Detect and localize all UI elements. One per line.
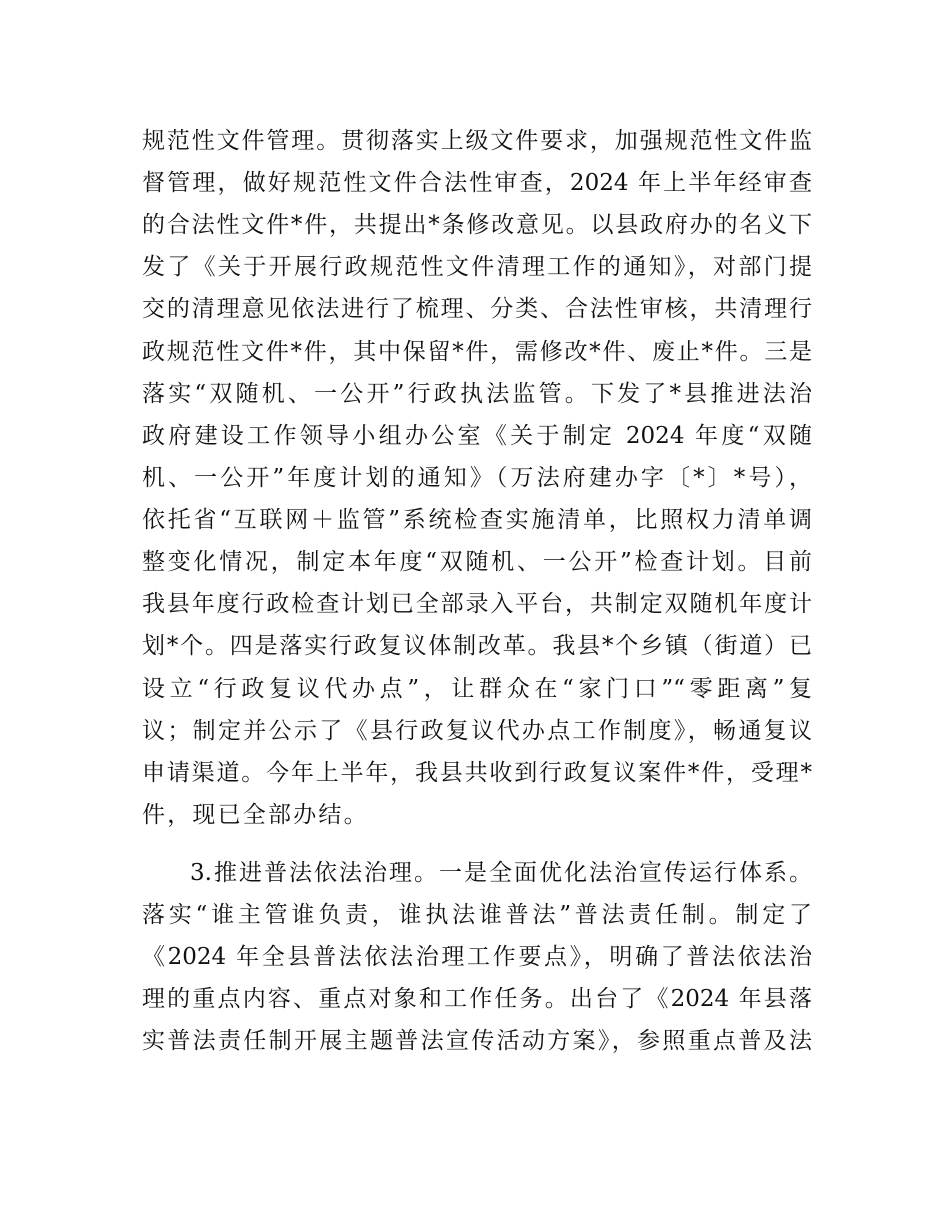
text-line: 落实“双随机、一公开”行政执法监管。下发了*县推进法治 (142, 381, 812, 407)
text-line: 依托省“互联网＋监管”系统检查实施清单，比照权力清单调 (142, 507, 812, 533)
section-heading-line: 3.推进普法依法治理。一是全面优化法治宣传运行体系。 (190, 860, 812, 886)
text-line: 《2024 年全县普法依法治理工作要点》，明确了普法依法治 (142, 944, 812, 970)
text-line: 机、一公开”年度计划的通知》（万法府建办字〔*〕*号）， (142, 465, 812, 491)
text-line: 设立“行政复议代办点”，让群众在“家门口”“零距离”复 (142, 676, 812, 702)
text-line: 议；制定并公示了《县行政复议代办点工作制度》，畅通复议 (142, 718, 812, 744)
text-line: 件，现已全部办结。 (142, 802, 369, 828)
text-line: 政规范性文件*件，其中保留*件，需修改*件、废止*件。三是 (142, 339, 812, 365)
text-line: 政府建设工作领导小组办公室《关于制定 2024 年度“双随 (142, 423, 812, 449)
text-line: 理的重点内容、重点对象和工作任务。出台了《2024 年县落 (142, 986, 812, 1012)
text-line: 交的清理意见依法进行了梳理、分类、合法性审核，共清理行 (142, 296, 812, 322)
text-line: 发了《关于开展行政规范性文件清理工作的通知》，对部门提 (142, 254, 812, 280)
text-line: 申请渠道。今年上半年，我县共收到行政复议案件*件，受理* (142, 760, 812, 786)
text-line: 划*个。四是落实行政复议体制改革。我县*个乡镇（街道）已 (142, 633, 812, 659)
text-line: 我县年度行政检查计划已全部录入平台，共制定双随机年度计 (142, 591, 812, 617)
text-line: 的合法性文件*件，共提出*条修改意见。以县政府办的名义下 (142, 212, 812, 238)
text-line: 整变化情况，制定本年度“双随机、一公开”检查计划。目前 (142, 549, 812, 575)
text-line: 督管理，做好规范性文件合法性审查，2024 年上半年经审查 (142, 170, 812, 196)
text-line: 落实“谁主管谁负责，谁执法谁普法”普法责任制。制定了 (142, 902, 812, 928)
text-line: 规范性文件管理。贯彻落实上级文件要求，加强规范性文件监 (142, 128, 812, 154)
text-line: 实普法责任制开展主题普法宣传活动方案》，参照重点普及法 (142, 1028, 812, 1054)
